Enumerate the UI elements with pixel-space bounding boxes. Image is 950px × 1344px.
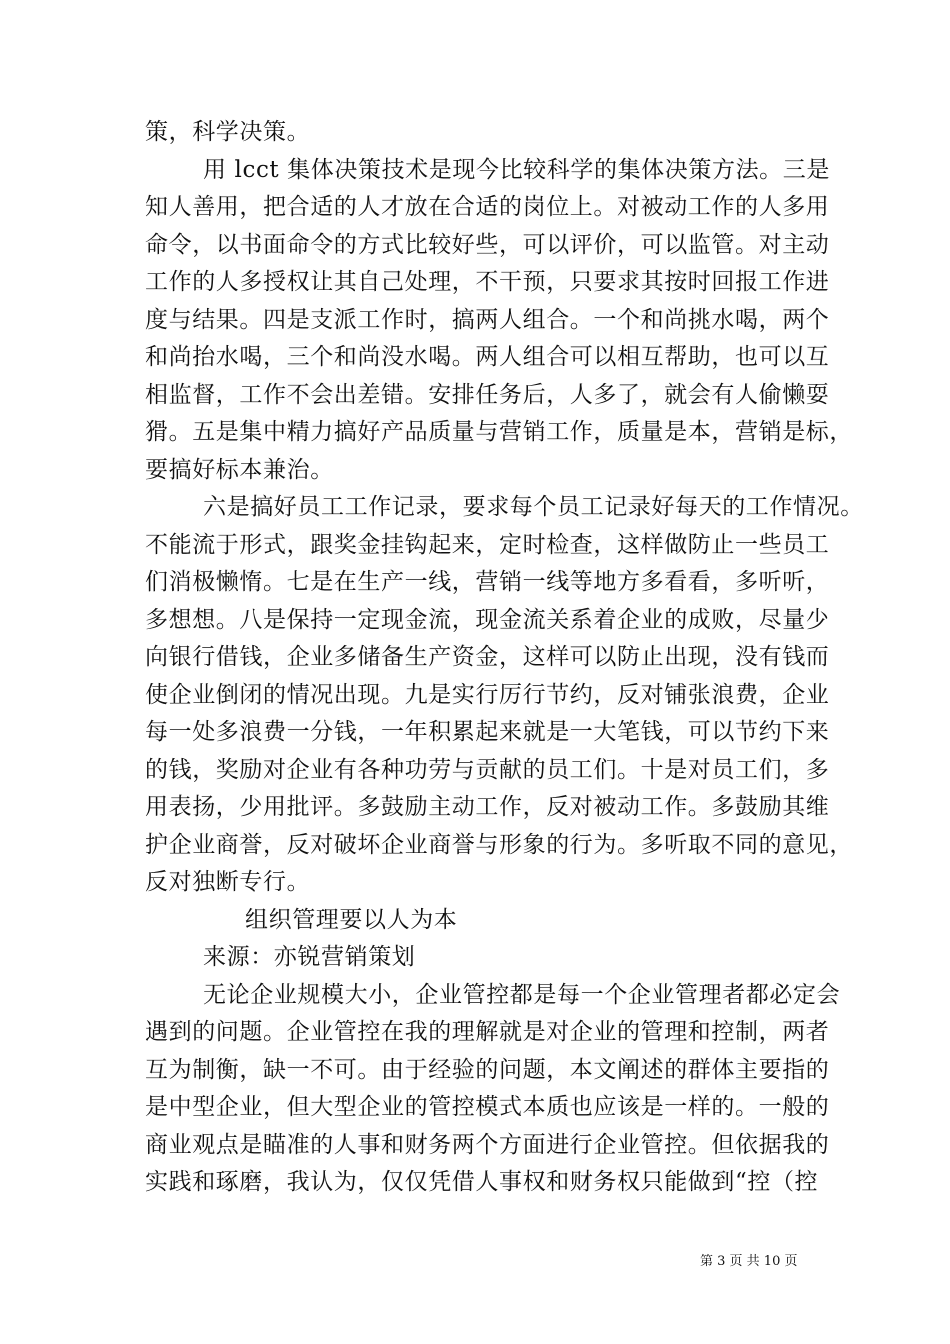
text-line: 工作的人多授权让其自己处理，不干预，只要求其按时回报工作进 — [145, 269, 830, 295]
text-line: 用表扬，少用批评。多鼓励主动工作，反对被动工作。多鼓励其维 — [145, 794, 830, 820]
text-line: 是中型企业，但大型企业的管控模式本质也应该是一样的。一般的 — [145, 1094, 830, 1120]
text-line: 多想想。八是保持一定现金流，现金流关系着企业的成败，尽量少 — [145, 606, 830, 633]
text-line: 们消极懒惰。七是在生产一线，营销一线等地方多看看，多听听， — [145, 569, 830, 595]
page-footer: 第 3 页 共 10 页 — [700, 1254, 798, 1269]
text-line: 用 lcct 集体决策技术是现今比较科学的集体决策方法。三是 — [203, 156, 830, 183]
text-line: 每一处多浪费一分钱，一年积累起来就是一大笔钱，可以节约下来 — [145, 719, 830, 745]
text-line: 命令，以书面命令的方式比较好些，可以评价，可以监管。对主动 — [145, 231, 830, 258]
source-line: 来源：亦锐营销策划 — [203, 944, 416, 970]
text-line: 反对独断专行。 — [145, 869, 311, 895]
text-line: 要搞好标本兼治。 — [145, 456, 334, 483]
text-line: 互为制衡，缺一不可。由于经验的问题，本文阐述的群体主要指的 — [145, 1056, 830, 1083]
text-line: 和尚抬水喝，三个和尚没水喝。两人组合可以相互帮助，也可以互 — [145, 344, 830, 370]
text-line: 不能流于形式，跟奖金挂钩起来，定时检查，这样做防止一些员工 — [145, 531, 830, 558]
text-line: 知人善用，把合适的人才放在合适的岗位上。对被动工作的人多用 — [145, 194, 830, 220]
text-line: 遇到的问题。企业管控在我的理解就是对企业的管理和控制，两者 — [145, 1019, 830, 1045]
text-line: 的钱，奖励对企业有各种功劳与贡献的员工们。十是对员工们，多 — [145, 756, 830, 783]
text-line: 度与结果。四是支派工作时，搞两人组合。一个和尚挑水喝，两个 — [145, 306, 830, 333]
text-line: 商业观点是瞄准的人事和财务两个方面进行企业管控。但依据我的 — [145, 1131, 830, 1158]
text-line: 护企业商誉，反对破坏企业商誉与形象的行为。多听取不同的意见， — [145, 831, 853, 858]
body-text — [145, 114, 864, 1202]
text-line: 无论企业规模大小，企业管控都是每一个企业管理者都必定会 — [203, 981, 841, 1008]
text-line: 六是搞好员工工作记录，要求每个员工记录好每天的工作情况。 — [203, 494, 864, 520]
text-line: 策，科学决策。 — [145, 119, 311, 145]
text-line: 实践和琢磨，我认为，仅仅凭借人事权和财务权只能做到“控（控 — [145, 1169, 819, 1195]
text-line: 相监督，工作不会出差错。安排任务后，人多了，就会有人偷懒耍 — [145, 381, 830, 408]
section-title: 组织管理要以人为本 — [245, 906, 458, 933]
text-line: 向银行借钱，企业多储备生产资金，这样可以防止出现，没有钱而 — [145, 644, 830, 670]
text-line: 使企业倒闭的情况出现。九是实行厉行节约，反对铺张浪费，企业 — [145, 681, 830, 708]
text-line: 猾。五是集中精力搞好产品质量与营销工作，质量是本，营销是标， — [145, 419, 853, 445]
